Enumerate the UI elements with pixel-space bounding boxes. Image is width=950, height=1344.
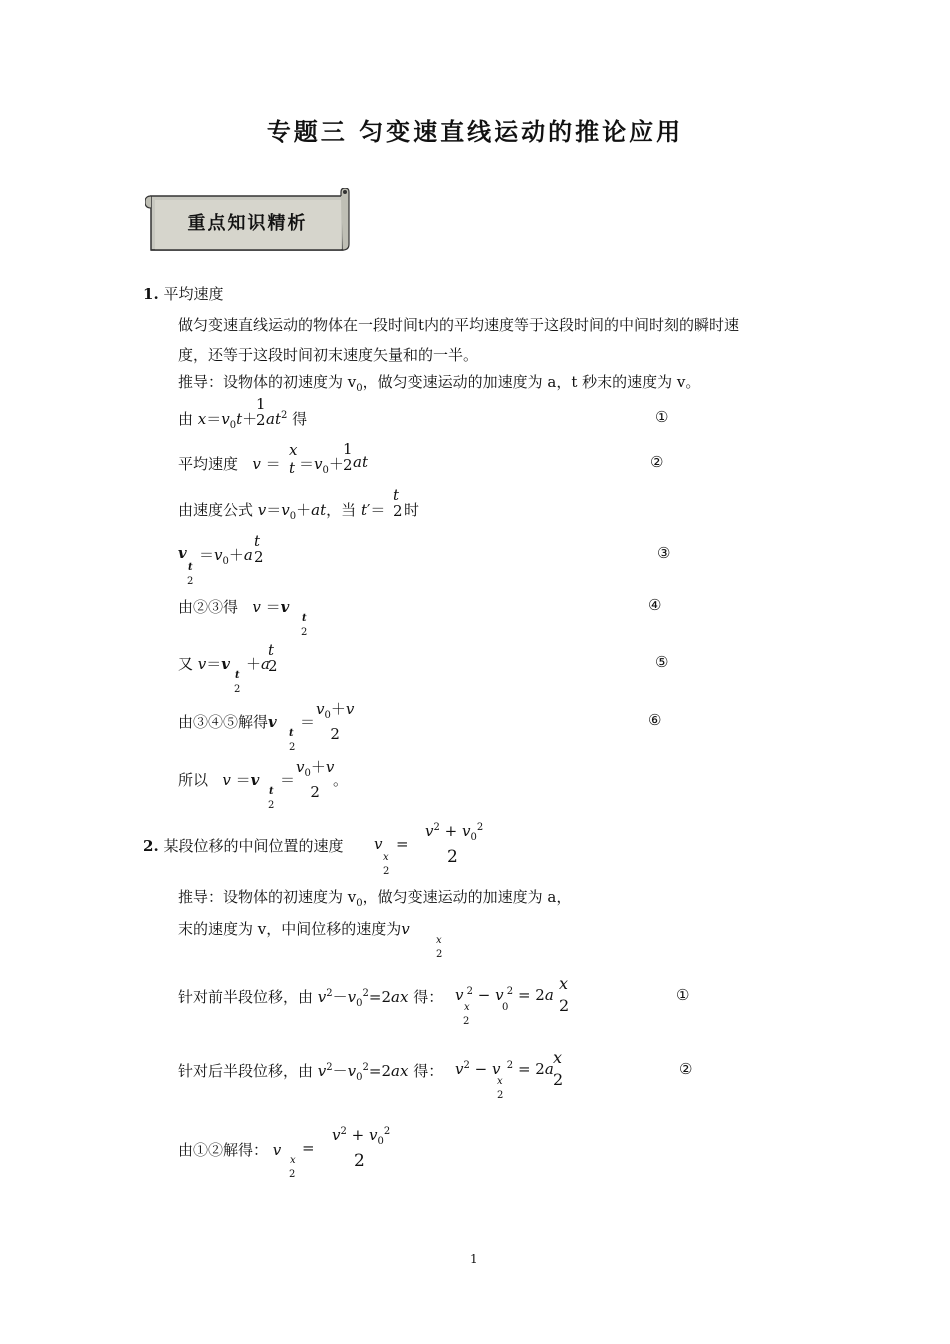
front-half-sub-0: 0 xyxy=(502,1002,509,1013)
front-half-sub-2: 2 xyxy=(463,1016,470,1027)
equation-7-sub-2: 2 xyxy=(289,742,296,753)
section-2-heading: 2. 某段位移的中间位置的速度 xyxy=(143,837,344,855)
back-half-equation: 针对后半段位移，由 $v^2-v_0^2=2ax$ 得： xyxy=(178,1062,444,1083)
equation-1-tail: $at^2$ 得 xyxy=(266,410,308,428)
equation-8-sub-2: 2 xyxy=(268,800,275,811)
equation-2-fraction: x t xyxy=(289,441,298,477)
section-2-derivation-2: 末的速度为 v，中间位移的速度为v xyxy=(178,920,410,938)
equation-4-mark: ③ xyxy=(657,544,671,562)
equation-5: 由②③得 v ＝v xyxy=(178,598,290,616)
section-1-paragraph-line-2: 度，还等于这段时间初末速度矢量和的一半。 xyxy=(178,346,479,364)
equation-7-mark: ⑥ xyxy=(648,711,662,729)
solve-eq: = xyxy=(302,1139,315,1157)
solve-sub-2: 2 xyxy=(289,1169,296,1180)
back-half-fraction: x 2 xyxy=(553,1048,564,1089)
equation-2-at: at xyxy=(353,453,368,471)
equation-4-rhs: $=v_0+a$ xyxy=(199,546,253,567)
page-title: 专题三 匀变速直线运动的推论应用 xyxy=(266,118,684,146)
equation-6-mark: ⑤ xyxy=(655,653,669,671)
equation-2: 平均速度 v ＝ xyxy=(178,455,281,473)
back-half-sub-2: 2 xyxy=(497,1090,504,1101)
equation-8-fraction: $v_0+v$ 2 xyxy=(296,758,335,801)
section-banner xyxy=(145,188,350,254)
equation-6-rhs: ＋a xyxy=(246,655,270,673)
section-2-derivation-1: 推导：设物体的初速度为 $v_0$，做匀变速运动的加速度为 a， xyxy=(178,888,572,909)
equation-4-sub-t: t xyxy=(188,562,193,573)
equation-1-mark: ① xyxy=(655,408,669,426)
front-half-v: v $^2$ − v $^2$ = 2a xyxy=(455,986,554,1004)
equation-8-suffix: 。 xyxy=(333,771,349,789)
section-2-heading-v: v xyxy=(374,835,383,853)
solve-denominator: 2 xyxy=(354,1151,365,1171)
equation-7-sub-t: t xyxy=(289,728,294,739)
equation-2-half: 1 2 xyxy=(343,440,353,474)
equation-7-eq: ＝ xyxy=(300,713,316,731)
equation-6: 又 v＝v xyxy=(178,655,231,673)
equation-2-rhs: $=v_0+$ xyxy=(299,455,344,476)
equation-3-suffix: 时 xyxy=(404,501,420,519)
equation-6-sub-2: 2 xyxy=(234,684,241,695)
equation-8-sub-t: t xyxy=(269,786,274,797)
equation-5-sub-t: t xyxy=(302,613,307,624)
equation-6-sub-t: t xyxy=(235,670,240,681)
equation-4-v: v xyxy=(178,544,187,562)
section-2-heading-numerator: $v^2 + v_0^2$ xyxy=(425,822,484,843)
equation-5-mark: ④ xyxy=(648,596,662,614)
equation-3: 由速度公式 $v=v_0+at$，当 t′＝ xyxy=(178,501,386,522)
section-2-derivation-sub-x: x xyxy=(436,935,442,946)
solve-sub-x: x xyxy=(290,1155,296,1166)
section-2-heading-sub-x: x xyxy=(383,852,389,863)
banner-label: 重点知识精析 xyxy=(187,213,308,234)
equation-8: 所以 v ＝v xyxy=(178,771,260,789)
section-2-heading-sub-2: 2 xyxy=(383,866,390,877)
equation-2-mark: ② xyxy=(650,453,664,471)
equation-4-sub-2: 2 xyxy=(187,576,194,587)
back-half-mark: ② xyxy=(679,1060,693,1078)
section-1-paragraph-line-1: 做匀变速直线运动的物体在一段时间t内的平均速度等于这段时间的中间时刻的瞬时速 xyxy=(178,316,740,334)
front-half-mark: ① xyxy=(676,986,690,1004)
solve-numerator: $v^2 + v_0^2$ xyxy=(332,1126,391,1147)
section-2-heading-denominator: 2 xyxy=(447,847,458,867)
equation-7: 由③④⑤解得v xyxy=(178,713,277,731)
section-2-derivation-sub-2: 2 xyxy=(436,949,443,960)
back-half-v: $v^2 - v$ $^2$ = 2a xyxy=(455,1060,554,1078)
front-half-sub-x: x xyxy=(464,1002,470,1013)
front-half-equation: 针对前半段位移，由 $v^2-v_0^2=2ax$ 得： xyxy=(178,988,444,1009)
equation-6-fraction: t 2 xyxy=(268,641,278,675)
equation-5-sub-2: 2 xyxy=(301,627,308,638)
equation-8-eq: ＝ xyxy=(280,771,296,789)
front-half-fraction: x 2 xyxy=(559,974,570,1015)
equation-4-fraction: t 2 xyxy=(254,532,264,566)
equation-3-fraction: t 2 xyxy=(393,486,403,520)
page-number: 1 xyxy=(470,1252,478,1266)
back-half-sub-x: x xyxy=(497,1076,503,1087)
section-2-heading-eq: = xyxy=(396,835,409,853)
equation-1-fraction: 1 2 xyxy=(256,395,266,429)
section-1-heading: 1. 平均速度 xyxy=(143,285,224,303)
section-1-derivation: 推导：设物体的初速度为 $v_0$，做匀变速运动的加速度为 a，t 秒末的速度为 v。 xyxy=(178,373,701,394)
solve-equation: 由①②解得： v xyxy=(178,1141,282,1159)
equation-1: 由 $x=v_0t+$ xyxy=(178,410,258,431)
equation-7-fraction: $v_0+v$ 2 xyxy=(316,700,355,743)
